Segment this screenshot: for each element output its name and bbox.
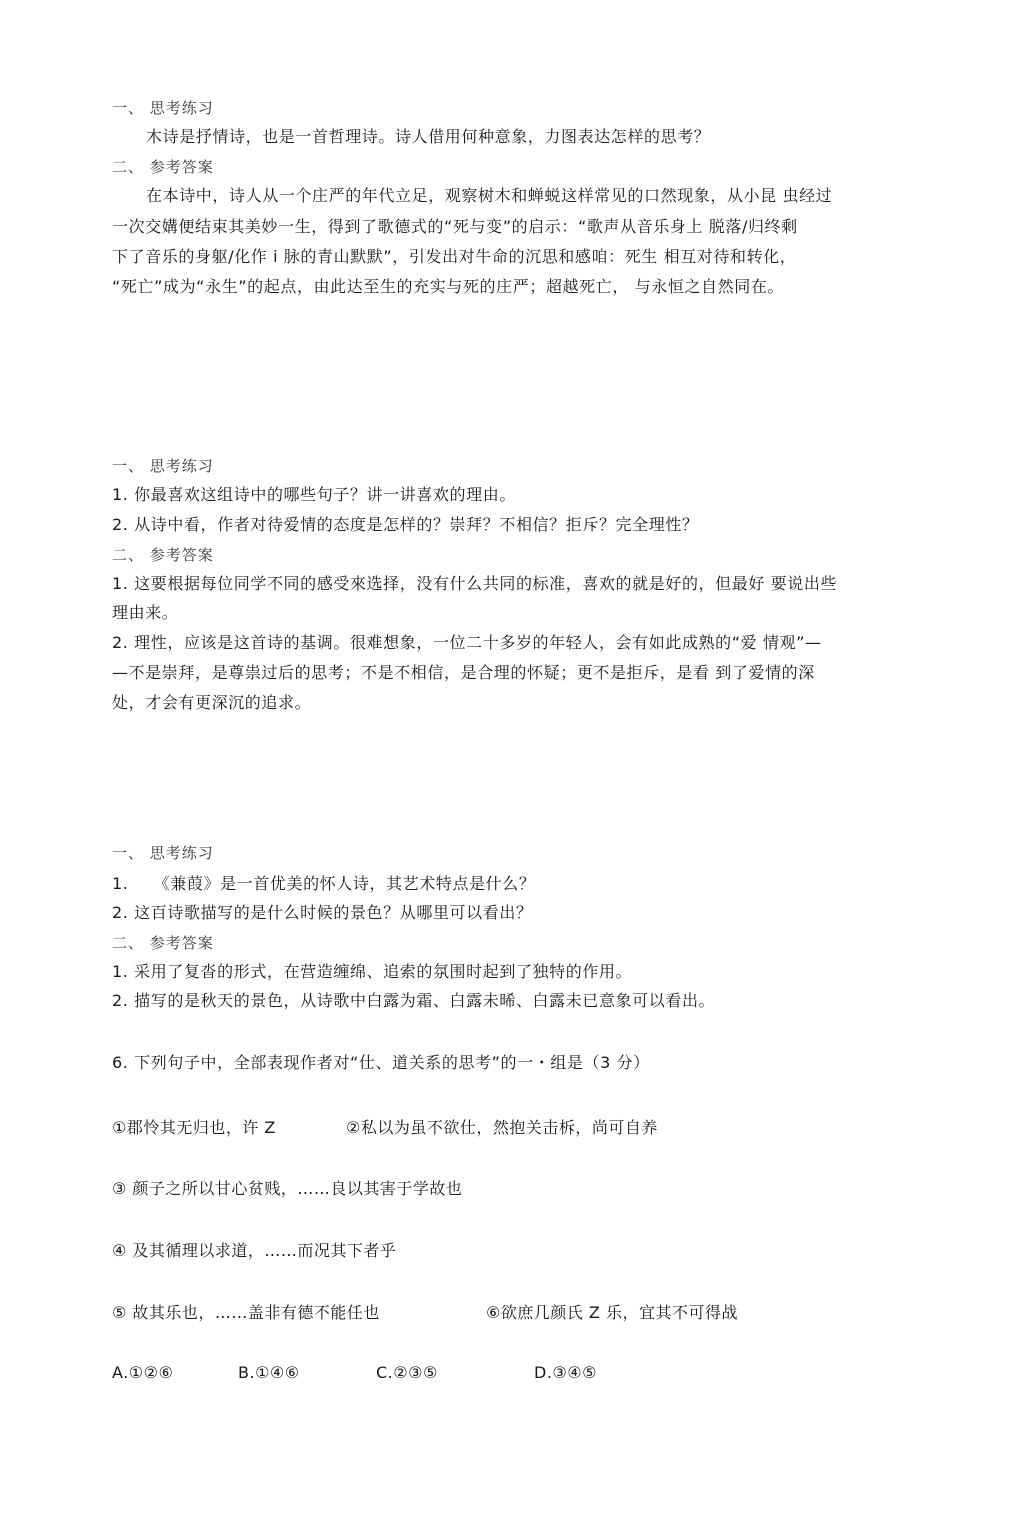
question6-sentence-5: ⑤ 故其乐也，……盖非有德不能任也 (112, 1303, 380, 1322)
section1-question: 木诗是抒情诗，也是一首哲理诗。诗人借用何种意象，力图表达怎样的思考？ (146, 127, 711, 146)
section3-answer-2: 2. 描写的是秋天的景色，从诗歌中白露为霜、白露未晞、白露未已意象可以看出。 (112, 991, 716, 1010)
section3-answer-1: 1. 采用了复沓的形式，在营造缠绵、追索的氛围时起到了独特的作用。 (112, 962, 633, 981)
section2-answer-line: 理由来。 (112, 603, 179, 622)
section2-answer-line: 处，才会有更深沉的追求。 (112, 693, 312, 712)
question6-option-a: A.①②⑥ (112, 1363, 174, 1382)
section2-answer-line: 2. 理性，应该是这首诗的基调。很难想象，一位二十多岁的年轻人，会有如此成熟的“爱 情观”— (112, 633, 822, 652)
section2-answer-line: 1. 这要根据每位同学不同的感受來选择，没有什么共同的标准，喜欢的就是好的，但最好 要说出些 (112, 574, 838, 593)
section1-answer-line: 下了音乐的身躯/化作 i 脉的青山默默”，引发出对牛命的沉思和感咱：死生 相互对待和转化， (112, 247, 797, 266)
section2-heading-answer: 二、 参考答案 (112, 546, 214, 564)
section1-heading-answer: 二、 参考答案 (112, 158, 214, 176)
section2-question-2: 2. 从诗中看，作者对待爱情的态度是怎样的？崇拜？不相信？拒斥？完全理性？ (112, 515, 699, 534)
question6-sentence-1: ①郡怜其无归也，许 Z (112, 1118, 276, 1137)
question6-option-c: C.②③⑤ (376, 1363, 438, 1382)
section1-answer-line: “死亡”成为“永生”的起点，由此达至生的充实与死的庄严；超越死亡， 与永恒之自然同在。 (112, 277, 785, 296)
question6-sentence-6: ⑥欲庶几颜氏 Z 乐，宜其不可得战 (486, 1303, 738, 1322)
question6-sentence-3: ③ 颜子之所以甘心贫贱，……良以其害于学故也 (112, 1179, 463, 1198)
section3-question-2: 2. 这百诗歌描写的是什么时候的景色？从哪里可以看出？ (112, 903, 533, 922)
section2-answer-line: —不是崇拜，是尊祟过后的思考；不是不相信，是合理的怀疑；更不是拒斥，是看 到了爱情的深 (112, 663, 815, 682)
question6-sentence-2: ②私以为虽不欲仕，然抱关击柝，尚可自养 (346, 1118, 658, 1137)
section2-question-1: 1. 你最喜欢这组诗中的哪些句子？讲一讲喜欢的理由。 (112, 485, 516, 504)
question6-stem: 6. 下列句子中，全部表现作者对“仕、道关系的思考”的一・组是（3 分） (112, 1053, 650, 1072)
question6-option-d: D.③④⑤ (534, 1363, 597, 1382)
question6-sentence-4: ④ 及其循理以求道，……而况其下者乎 (112, 1241, 397, 1260)
section1-answer-line: 在本诗中，诗人从一个庄严的年代立足，观察树木和蝉蜕这样常见的口然现象，从小昆 虫经过 (146, 186, 833, 205)
section1-answer-line: 一次交媾便结束其美妙一生，得到了歌德式的“死与变”的启示：“歌声从音乐身上 脱落/归终剩 (112, 217, 798, 236)
section3-question-1: 1. 《兼葭》是一首优美的怀人诗，其艺术特点是什么？ (112, 874, 536, 893)
section3-heading-answer: 二、 参考答案 (112, 934, 214, 952)
section3-heading-exercise: 一、 思考练习 (112, 844, 214, 862)
question6-option-b: B.①④⑥ (238, 1363, 300, 1382)
section1-heading-exercise: 一、 思考练习 (112, 99, 214, 117)
section2-heading-exercise: 一、 思考练习 (112, 457, 214, 475)
